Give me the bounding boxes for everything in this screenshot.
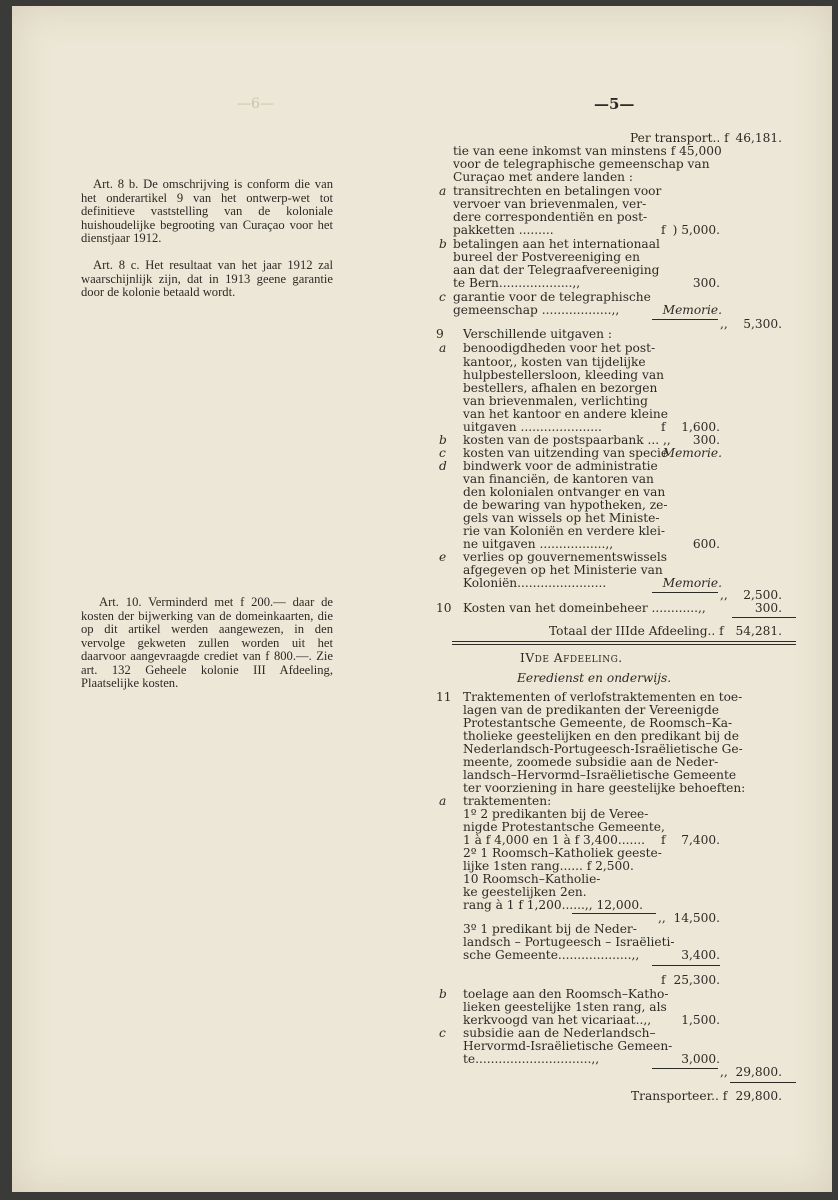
amount: 300. (692, 433, 720, 447)
amount: 7,400. (681, 833, 720, 847)
amount: 14,500. (673, 911, 720, 925)
text-line: rie van Koloniën en verdere klei- (463, 524, 666, 538)
item-heading: Verschillende uitgaven : (463, 327, 612, 341)
currency-sign: ,, (720, 588, 728, 602)
amount-memorie: Memorie. (662, 576, 722, 590)
text-line: de bewaring van hypotheken, ze- (463, 498, 668, 512)
item-letter: a (439, 184, 447, 198)
text-line: sche Gemeente...................,, (463, 948, 640, 962)
amount: 600. (692, 537, 720, 551)
item-letter: c (439, 446, 446, 460)
text-line: garantie voor de telegraphische (453, 290, 651, 304)
text-line: rang à 1 f 1,200......,, 12,000. (463, 898, 644, 912)
text-line: Traktementen of verlofstraktementen en toe- (463, 690, 743, 704)
text-line: kosten van de postspaarbank ... ,, (463, 433, 671, 447)
amount: 1,600. (681, 420, 720, 434)
page (12, 6, 832, 1192)
text-line: Hervormd-Israëlietische Gemeen- (463, 1039, 673, 1053)
text-line: van financiën, de kantoren van (463, 472, 654, 486)
item-letter: b (439, 237, 447, 251)
per-transport-label: Per transport.. f (630, 131, 729, 145)
note-art-8c: Art. 8 c. Het resultaat van het jaar 1912 zal waarschijnlijk zijn, dat in 1913 geene garantie door de kolonie betaald wordt. (81, 258, 333, 299)
text-line: kosten van uitzending van specie (463, 446, 669, 460)
bleed-through-mark: —6— (237, 96, 274, 112)
text-line: van het kantoor en andere kleine (463, 407, 668, 421)
transporteer-label: Transporteer.. f (631, 1089, 728, 1103)
currency-sign: ,, (658, 911, 666, 925)
text-line: betalingen aan het internationaal (453, 237, 660, 251)
text-line: ter voorziening in hare geestelijke behoeften: (463, 781, 746, 795)
amount: 300. (692, 276, 720, 290)
text-line: Protestantsche Gemeente, de Roomsch–Ka- (463, 716, 733, 730)
text-line: lieken geestelijke 1sten rang, als (463, 1000, 667, 1014)
text-line: toelage aan den Roomsch–Katho- (463, 987, 669, 1001)
text-line: tie van eene inkomst van minstens f 45,000 (453, 144, 722, 158)
currency-sign: f (661, 973, 666, 987)
page-number: —5— (594, 95, 635, 113)
currency-sign: f (661, 833, 666, 847)
text-line: meente, zoomede subsidie aan de Neder- (463, 755, 719, 769)
subtotal-amount: 5,300. (743, 317, 782, 331)
text-line: hulpbestellersloon, kleeding van (463, 368, 664, 382)
amount-memorie: Memorie. (662, 303, 722, 317)
text-line: Nederlandsch-Portugeesch-Israëlietische Ge- (463, 742, 743, 756)
item-letter: b (439, 987, 447, 1001)
subtotal-rule (652, 1068, 718, 1069)
text-line: 2º 1 Roomsch–Katholiek geeste- (463, 846, 662, 860)
amount: 300. (754, 601, 782, 615)
item-letter: c (439, 290, 446, 304)
text-line: den kolonialen ontvanger en van (463, 485, 666, 499)
item-letter: e (439, 550, 447, 564)
amount: 3,000. (681, 1052, 720, 1066)
text-line: Curaçao met andere landen : (453, 170, 634, 184)
text-line: Kosten van het domeinbeheer ............,, (463, 601, 706, 615)
currency-sign: ,, (720, 1065, 728, 1079)
item-letter: d (439, 459, 447, 473)
text-line: voor de telegraphische gemeenschap van (453, 157, 710, 171)
text-line: benoodigdheden voor het post- (463, 341, 656, 355)
section-heading: IVde Afdeeling. (520, 651, 623, 665)
text-line: vervoer van brievenmalen, ver- (453, 197, 647, 211)
text-line: nigde Protestantsche Gemeente, (463, 820, 665, 834)
text-line: bindwerk voor de administratie (463, 459, 658, 473)
text-line: tholieke geestelijken en den predikant bij de (463, 729, 739, 743)
double-rule (452, 644, 796, 645)
currency-sign: f (661, 223, 666, 237)
text-line: kantoor,, kosten van tijdelijke (463, 355, 646, 369)
text-line: bestellers, afhalen en bezorgen (463, 381, 658, 395)
text-line: aan dat der Telegraafvereeniging (453, 263, 660, 277)
text-line: van brievenmalen, verlichting (463, 394, 648, 408)
text-line: 3º 1 predikant bij de Neder- (463, 922, 637, 936)
text-line: traktementen: (463, 794, 552, 808)
text-line: uitgaven ..................... (463, 420, 602, 434)
text-line: 1 à f 4,000 en 1 à f 3,400....... (463, 833, 646, 847)
text-line: transitrechten en betalingen voor (453, 184, 662, 198)
amount: 3,400. (681, 948, 720, 962)
text-line: te Bern...................,, (453, 276, 581, 290)
subtotal-amount: 2,500. (743, 588, 782, 602)
text-line: landsch–Hervormd–Israëlietische Gemeente (463, 768, 737, 782)
text-line: gels van wissels op het Ministe- (463, 511, 660, 525)
item-number: 11 (436, 690, 452, 704)
amount-memorie: Memorie. (662, 446, 722, 460)
currency-sign: ,, (720, 317, 728, 331)
double-rule (452, 641, 796, 642)
text-line: lijke 1sten rang...... f 2,500. (463, 859, 634, 873)
note-art-10: Art. 10. Verminderd met f 200.— daar de kosten der bijwerking van de domeinkaarten, die op dit artikel werden aangewezen, in den vervolge gekweten zullen worden uit het daarvoor aangevraagde crediet van f 800.—. Zie art. 132 Geheele kolonie III Afdeeling, Plaatselijke kosten. (81, 595, 333, 690)
item-letter: a (439, 341, 447, 355)
text-line: Koloniën....................... (463, 576, 607, 590)
subtotal-rule (732, 617, 796, 618)
text-line: landsch – Portugeesch – Israëlieti- (463, 935, 675, 949)
transporteer-amount: 29,800. (735, 1089, 782, 1103)
text-line: 10 Roomsch–Katholie- (463, 872, 601, 886)
text-line: verlies op gouvernementswissels (463, 550, 668, 564)
section-total-amount: 54,281. (735, 624, 782, 638)
text-line: ne uitgaven .................,, (463, 537, 614, 551)
item-letter: c (439, 1026, 446, 1040)
item-number: 10 (436, 601, 452, 615)
currency-sign: f (661, 420, 666, 434)
text-line: 1º 2 predikanten bij de Veree- (463, 807, 649, 821)
subtotal-rule (652, 965, 720, 966)
subtotal-rule (572, 913, 656, 914)
item-number: 9 (436, 327, 444, 341)
subtotal-rule (652, 319, 718, 320)
text-line: kerkvoogd van het vicariaat..,, (463, 1013, 652, 1027)
section-total-label: Totaal der IIIde Afdeeling.. f (549, 624, 724, 638)
per-transport-amount: 46,181. (735, 131, 782, 145)
item-letter: a (439, 794, 447, 808)
item-letter: b (439, 433, 447, 447)
subtotal-rule (652, 592, 718, 593)
amount: 25,300. (673, 973, 720, 987)
note-art-8b: Art. 8 b. De omschrijving is conform die van het onderartikel 9 van het ontwerp-wet tot definitieve vaststelling van de koloniale huishoudelijke begrooting van Curaçao voor het dienstjaar 1912. (81, 177, 333, 245)
section-subheading: Eeredienst en onderwijs. (517, 671, 672, 685)
text-line: afgegeven op het Ministerie van (463, 563, 663, 577)
subtotal-amount: 29,800. (735, 1065, 782, 1079)
text-line: gemeenschap ..................,, (453, 303, 620, 317)
text-line: dere correspondentiën en post- (453, 210, 648, 224)
text-line: pakketten ......... (453, 223, 554, 237)
subtotal-rule (730, 1082, 796, 1083)
text-line: te..............................,, (463, 1052, 600, 1066)
amount: 1,500. (681, 1013, 720, 1027)
text-line: bureel der Postvereeniging en (453, 250, 640, 264)
text-line: subsidie aan de Nederlandsch– (463, 1026, 656, 1040)
text-line: lagen van de predikanten der Vereenigde (463, 703, 719, 717)
text-line: ke geestelijken 2en. (463, 885, 587, 899)
amount: ) 5,000. (672, 223, 720, 237)
